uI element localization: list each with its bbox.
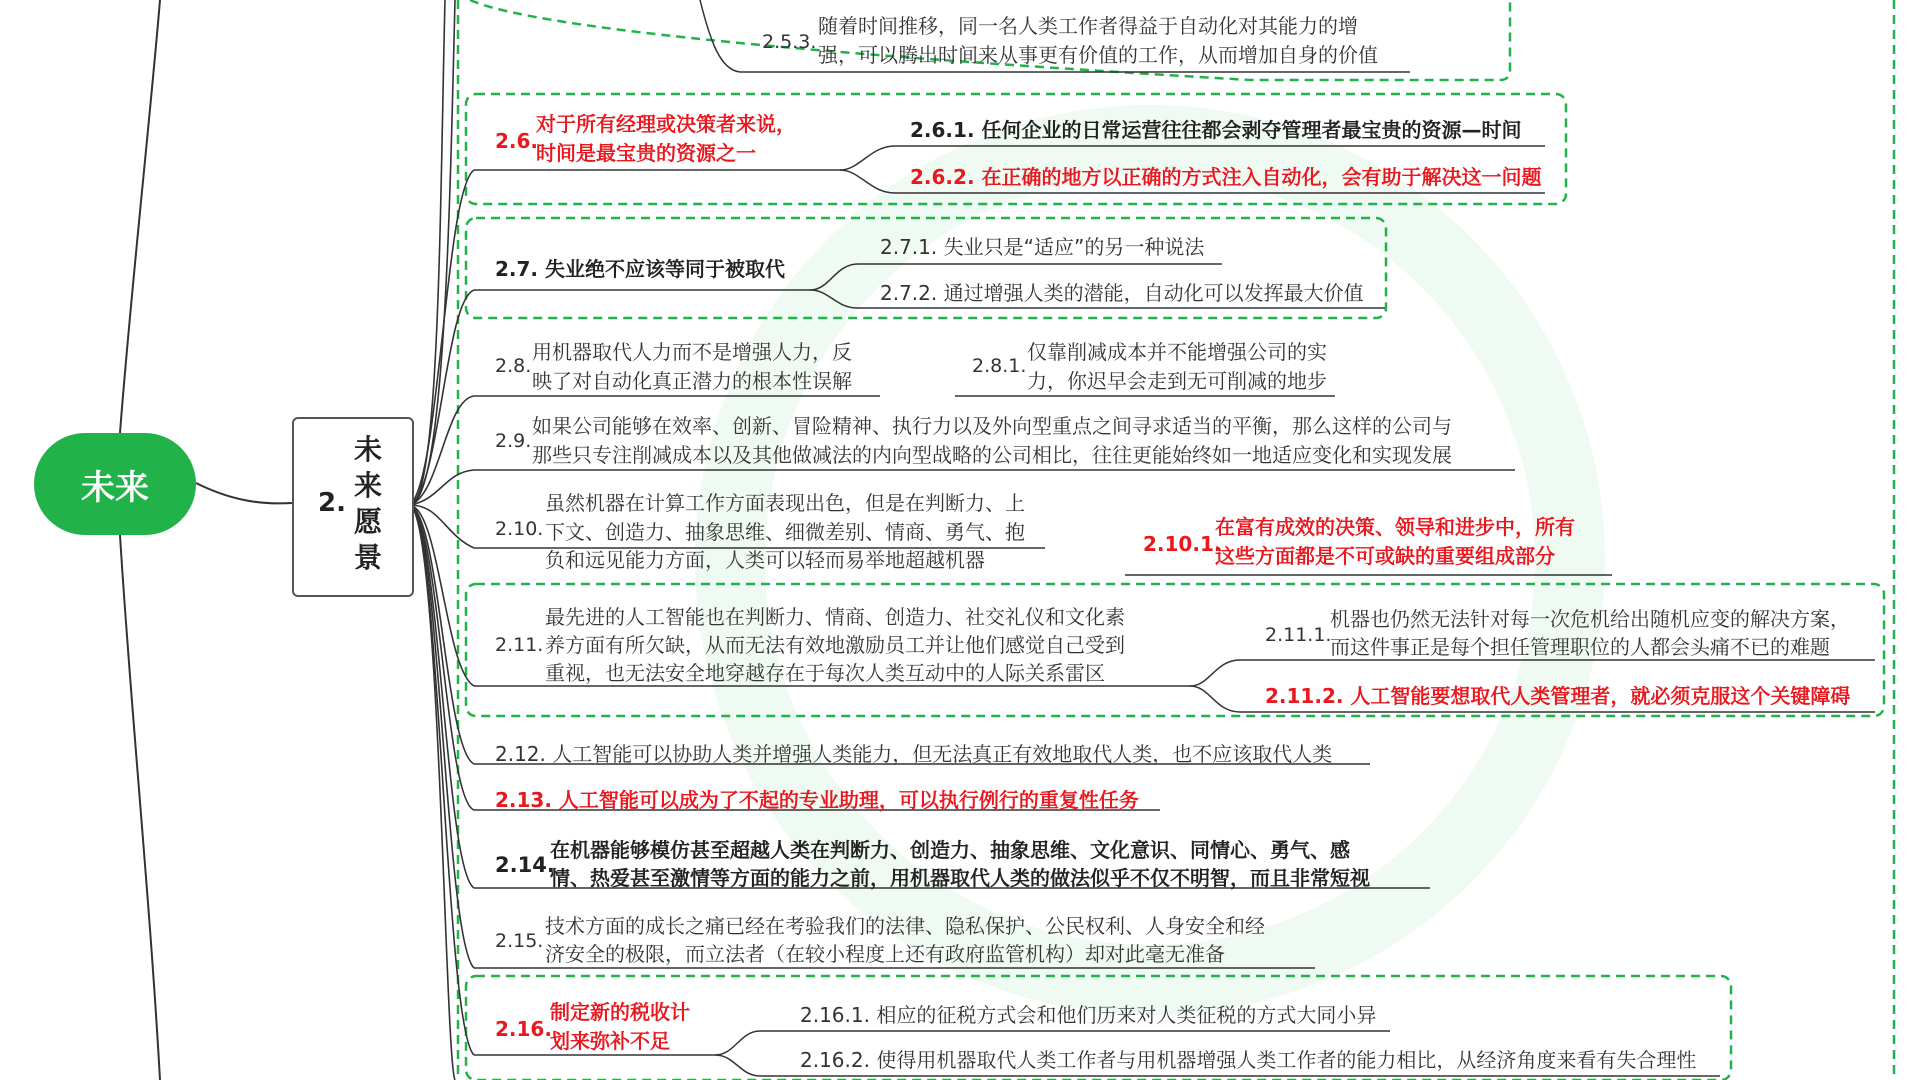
- node-2-5-3-line-1: 随着时间推移，同一名人类工作者得益于自动化对其能力的增: [818, 14, 1358, 38]
- node-2-11-line-3: 重视，也无法安全地穿越存在于每次人类互动中的人际关系雷区: [545, 661, 1105, 685]
- node-2-16-2[interactable]: 2.16.2. 使得用机器取代人类工作者与用机器增强人类工作者的能力相比，从经济角度来看有失合理性: [800, 1048, 1697, 1072]
- node-2-14-line-2: 情、热爱甚至激情等方面的能力之前，用机器取代人类的做法似乎不仅不明智，而且非常短视: [550, 866, 1370, 890]
- node-2-9-line-1: 如果公司能够在效率、创新、冒险精神、执行力以及外向型重点之间寻求适当的平衡，那么这样的公司与: [532, 414, 1452, 438]
- node-2-10-line-3: 负和远见能力方面，人类可以轻而易举地超越机器: [545, 548, 985, 572]
- node-2-6-2[interactable]: 2.6.2. 在正确的地方以正确的方式注入自动化，会有助于解决这一问题: [910, 165, 1542, 189]
- node-2-16-line-2: 划来弥补不足: [550, 1029, 670, 1053]
- node-2-16-line-1: 制定新的税收计: [550, 1000, 690, 1024]
- node-2-8-number: 2.8.: [495, 355, 532, 377]
- root-label: 未来: [81, 467, 149, 508]
- node-2-5-3-line-2: 强，可以腾出时间来从事更有价值的工作，从而增加自身的价值: [818, 43, 1378, 67]
- node-2-7-2[interactable]: 2.7.2. 通过增强人类的潜能，自动化可以发挥最大价值: [880, 281, 1364, 305]
- node-2-8-1-number: 2.8.1.: [972, 355, 1027, 377]
- node-2-8-1-line-1: 仅靠削减成本并不能增强公司的实: [1027, 340, 1327, 364]
- node-2-15-line-1: 技术方面的成长之痛已经在考验我们的法律、隐私保护、公民权利、人身安全和经: [545, 914, 1265, 938]
- node-2-7[interactable]: 2.7. 失业绝不应该等同于被取代: [495, 257, 785, 281]
- node-2-7-1[interactable]: 2.7.1. 失业只是“适应”的另一种说法: [880, 235, 1205, 259]
- node-2-10-1-line-2: 这些方面都是不可或缺的重要组成部分: [1215, 544, 1555, 568]
- node-2-10-number: 2.10.: [495, 518, 544, 540]
- node-2-8-1-line-2: 力，你迟早会走到无可削减的地步: [1027, 369, 1327, 393]
- node-2-16-1[interactable]: 2.16.1. 相应的征税方式会和他们历来对人类征税的方式大同小异: [800, 1003, 1377, 1027]
- level1-title: 未来愿景: [353, 433, 382, 574]
- node-2-6-line-2: 时间是最宝贵的资源之一: [536, 141, 756, 165]
- node-2-6-1[interactable]: 2.6.1. 任何企业的日常运营往往都会剥夺管理者最宝贵的资源—时间: [910, 118, 1522, 142]
- node-2-11-1-line-1: 机器也仍然无法针对每一次危机给出随机应变的解决方案，: [1330, 607, 1850, 631]
- node-2-10-line-2: 下文、创造力、抽象思维、细微差别、情商、勇气、抱: [545, 520, 1025, 544]
- node-2-11-1-number: 2.11.1.: [1265, 624, 1332, 646]
- root-node[interactable]: [34, 433, 196, 535]
- node-2-13[interactable]: 2.13. 人工智能可以成为了不起的专业助理，可以执行例行的重复性任务: [495, 788, 1139, 812]
- node-2-6-line-1: 对于所有经理或决策者来说，: [536, 112, 796, 136]
- node-2-9-number: 2.9.: [495, 430, 532, 452]
- node-2-8-line-2: 映了对自动化真正潜力的根本性误解: [532, 369, 852, 393]
- node-2-15-line-2: 济安全的极限，而立法者（在较小程度上还有政府监管机构）却对此毫无准备: [545, 942, 1225, 966]
- node-2-8-line-1: 用机器取代人力而不是增强人力，反: [532, 340, 852, 364]
- node-2-6-number: 2.6.: [495, 129, 539, 153]
- node-2-11-2[interactable]: 2.11.2. 人工智能要想取代人类管理者，就必须克服这个关键障碍: [1265, 684, 1851, 708]
- node-2-14-number: 2.14.: [495, 853, 555, 877]
- level1-number: 2.: [318, 488, 346, 518]
- node-2-11-line-1: 最先进的人工智能也在判断力、情商、创造力、社交礼仪和文化素: [545, 605, 1125, 629]
- node-2-15-number: 2.15.: [495, 930, 544, 952]
- node-2-11-1-line-2: 而这件事正是每个担任管理职位的人都会头痛不已的难题: [1330, 635, 1830, 659]
- node-2-10-1-line-1: 在富有成效的决策、领导和进步中，所有: [1215, 515, 1575, 539]
- node-2-14-line-1: 在机器能够模仿甚至超越人类在判断力、创造力、抽象思维、文化意识、同情心、勇气、感: [550, 838, 1350, 862]
- node-2-16-number: 2.16.: [495, 1017, 552, 1041]
- node-2-9-line-2: 那些只专注削减成本以及其他做减法的内向型战略的公司相比，往往更能始终如一地适应变化和实现发展: [532, 443, 1452, 467]
- node-2-11-line-2: 养方面有所欠缺，从而无法有效地激励员工并让他们感觉自己受到: [545, 633, 1125, 657]
- node-2-12[interactable]: 2.12. 人工智能可以协助人类并增强人类能力，但无法真正有效地取代人类，也不应该取代人类: [495, 742, 1333, 766]
- node-2-11-number: 2.11.: [495, 634, 544, 656]
- node-2-5-3-number: 2.5.3.: [762, 31, 817, 53]
- node-2-10-line-1: 虽然机器在计算工作方面表现出色，但是在判断力、上: [545, 491, 1025, 515]
- node-2-10-1-number: 2.10.1.: [1143, 532, 1222, 556]
